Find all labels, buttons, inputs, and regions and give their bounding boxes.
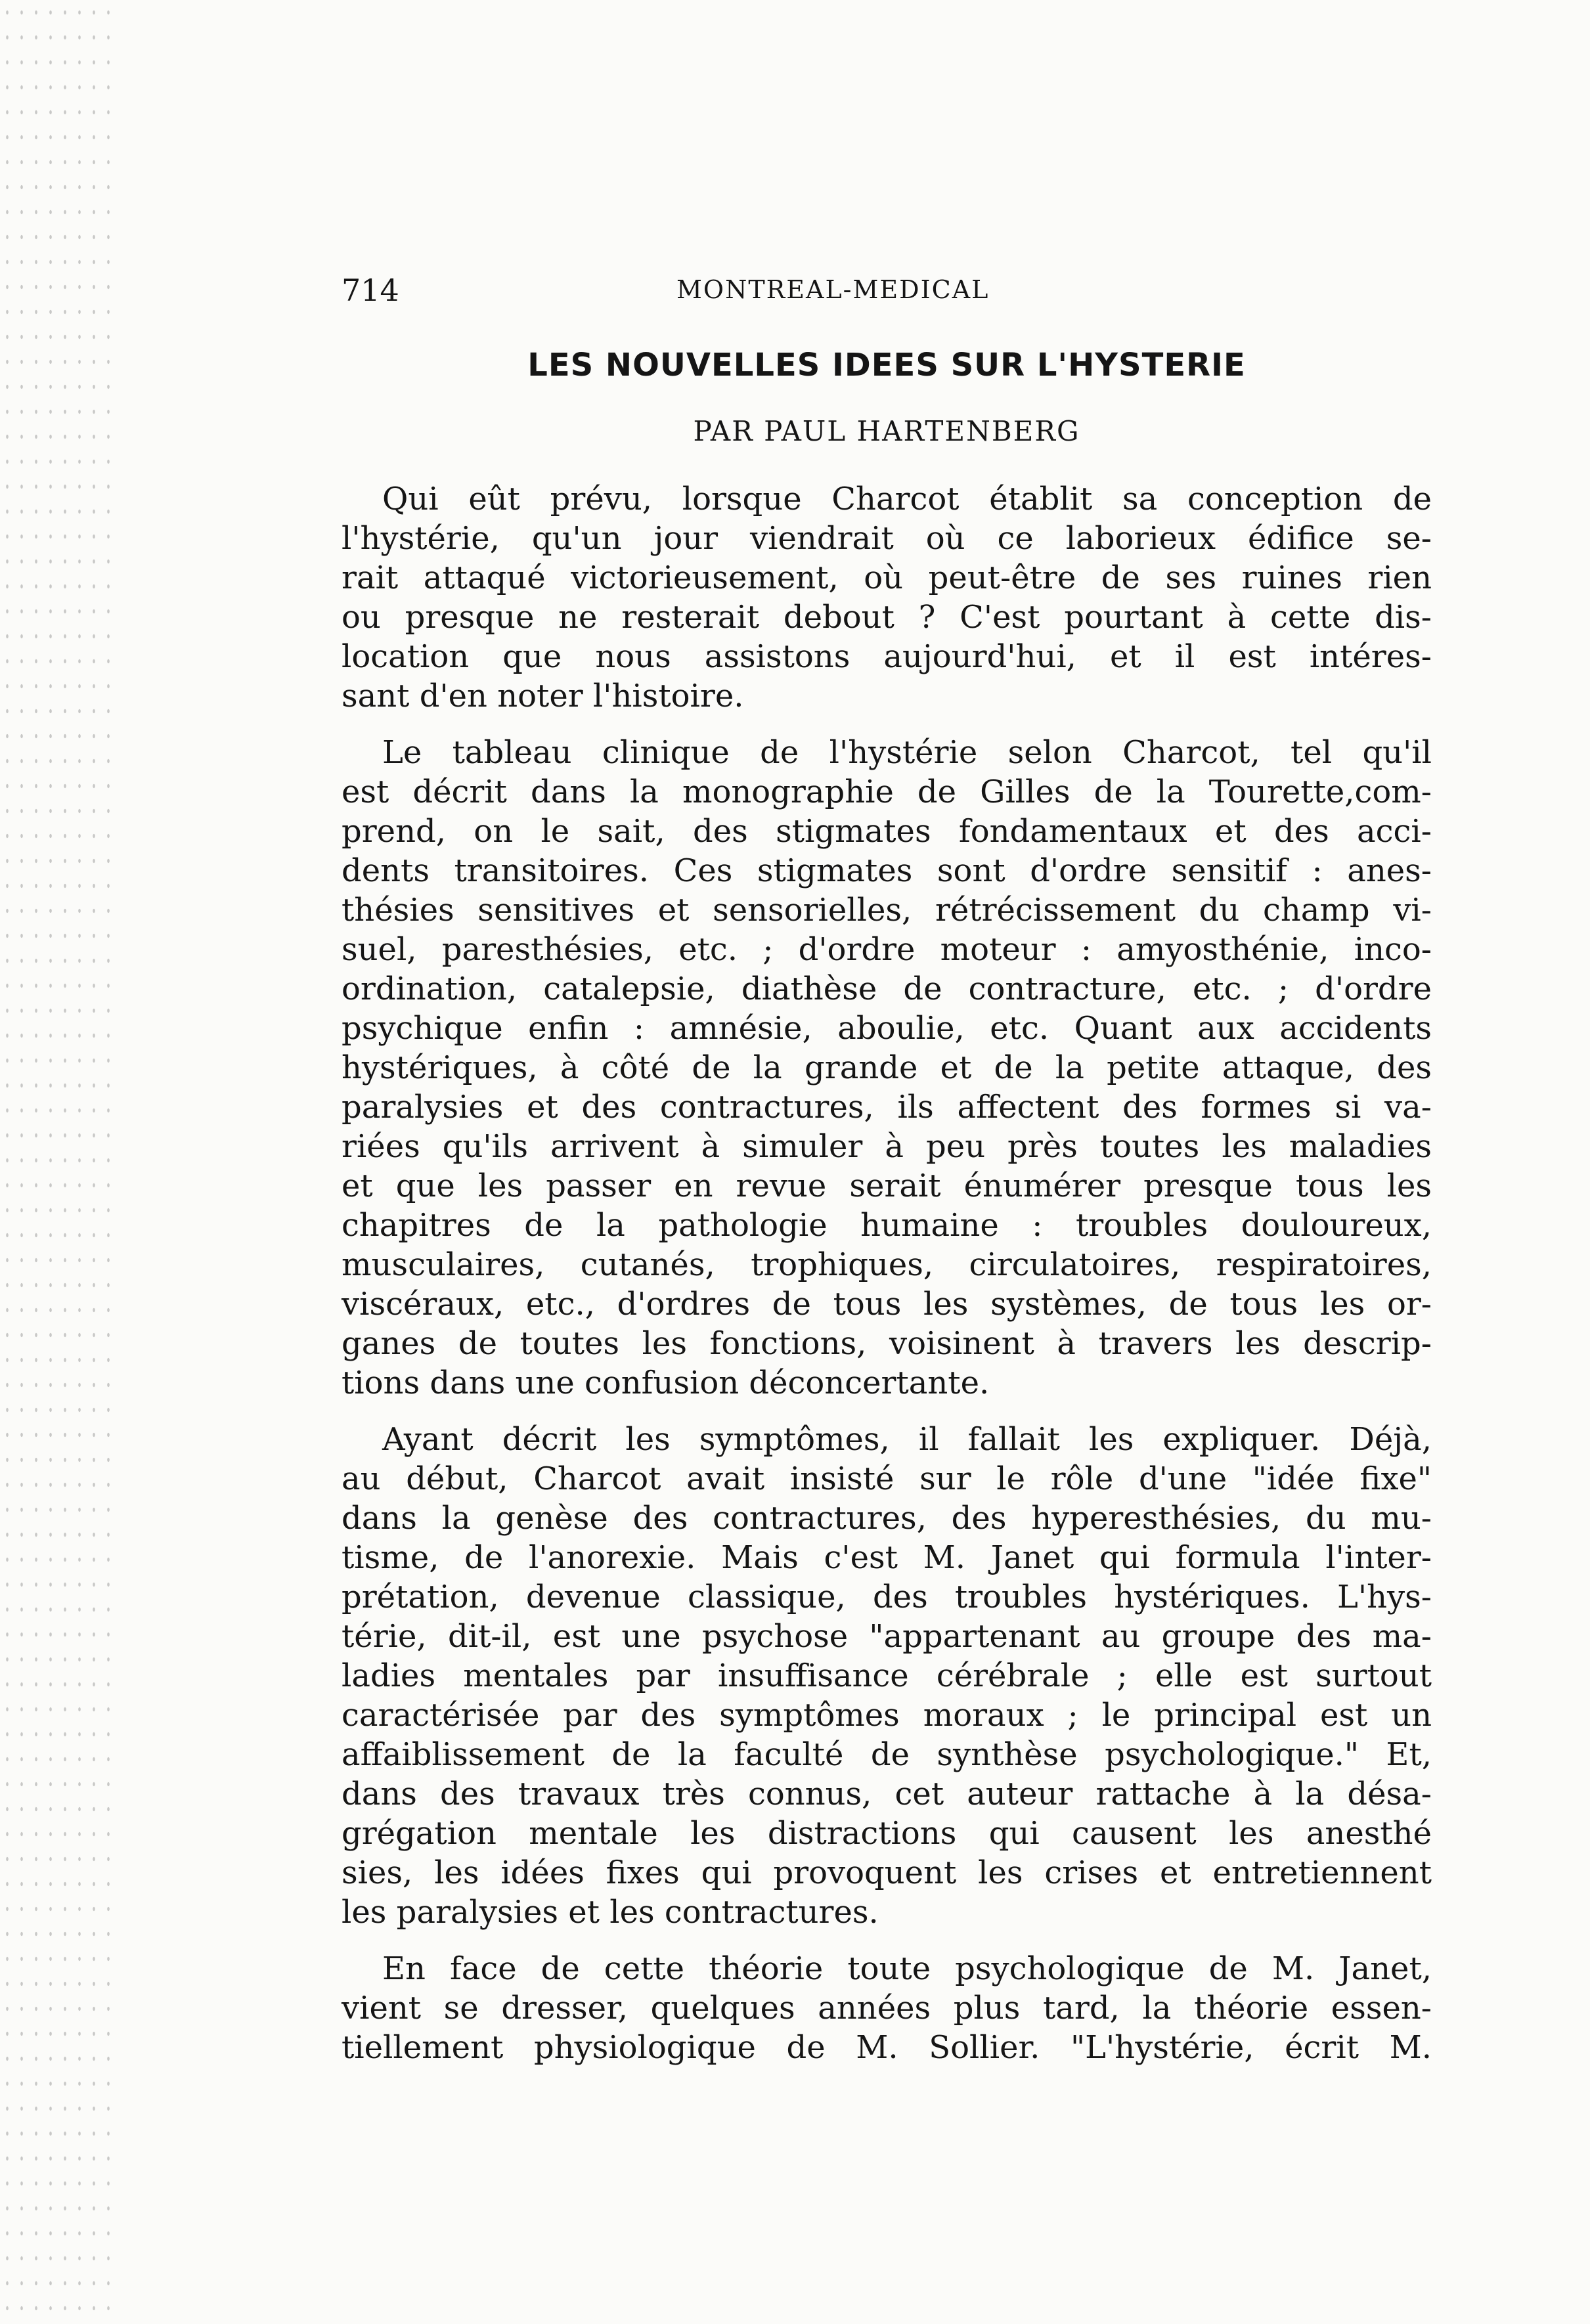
text-line: l'hystérie, qu'un jour viendrait où ce laborieux édifice se-	[342, 520, 1432, 557]
text-line: vient se dresser, quelques années plus tard, la théorie essen-	[342, 1990, 1432, 2027]
text-line: rait attaqué victorieusement, où peut-être de ses ruines rien	[342, 559, 1432, 596]
text-line: dents transitoires. Ces stigmates sont d'ordre sensitif : anes-	[342, 852, 1432, 889]
text-line: sant d'en noter l'histoire.	[342, 678, 744, 714]
text-line: les paralysies et les contractures.	[342, 1894, 879, 1931]
text-line: suel, paresthésies, etc. ; d'ordre moteur : amyosthénie, inco-	[342, 931, 1432, 968]
text-line: caractérisée par des symptômes moraux ; le principal est un	[342, 1697, 1432, 1734]
article-body	[342, 479, 1432, 2084]
paragraph	[342, 1420, 1432, 1932]
paragraph	[342, 733, 1432, 1403]
text-line: location que nous assistons aujourd'hui, et il est intéres-	[342, 638, 1432, 675]
paragraph	[342, 1949, 1432, 2067]
text-line: est décrit dans la monographie de Gilles de la Tourette,com-	[342, 774, 1432, 810]
text-line: riées qu'ils arrivent à simuler à peu près toutes les maladies	[342, 1128, 1432, 1165]
text-line: tisme, de l'anorexie. Mais c'est M. Janet qui formula l'inter-	[342, 1539, 1432, 1576]
text-line: affaiblissement de la faculté de synthèse psychologique." Et,	[342, 1736, 1432, 1773]
text-line: prétation, devenue classique, des troubles hystériques. L'hys-	[342, 1579, 1432, 1615]
text-line: dans des travaux très connus, cet auteur rattache à la désa-	[342, 1776, 1432, 1812]
text-line: Qui eût prévu, lorsque Charcot établit sa conception de	[382, 481, 1432, 517]
text-line: tiellement physiologique de M. Sollier. "L'hystérie, écrit M.	[342, 2029, 1432, 2066]
text-line: viscéraux, etc., d'ordres de tous les systèmes, de tous les or-	[342, 1286, 1432, 1323]
article-author: PAR PAUL HARTENBERG	[693, 415, 1080, 447]
text-line: ordination, catalepsie, diathèse de contracture, etc. ; d'ordre	[342, 971, 1432, 1007]
text-line: paralysies et des contractures, ils affectent des formes si va-	[342, 1089, 1432, 1126]
text-line: prend, on le sait, des stigmates fondamentaux et des acci-	[342, 813, 1432, 850]
binding-edge-noise	[0, 0, 112, 2324]
text-line: hystériques, à côté de la grande et de la petite attaque, des	[342, 1049, 1432, 1086]
text-line: Ayant décrit les symptômes, il fallait les expliquer. Déjà,	[382, 1421, 1432, 1458]
running-head: MONTREAL-MEDICAL	[676, 275, 990, 304]
paragraph	[342, 479, 1432, 716]
text-line: ganes de toutes les fonctions, voisinent à travers les descrip-	[342, 1325, 1432, 1362]
text-line: grégation mentale les distractions qui causent les anesthé	[342, 1815, 1432, 1852]
text-line: sies, les idées fixes qui provoquent les crises et entretiennent	[342, 1854, 1432, 1891]
text-line: En face de cette théorie toute psychologique de M. Janet,	[382, 1950, 1432, 1987]
text-line: thésies sensitives et sensorielles, rétrécissement du champ vi-	[342, 892, 1432, 929]
text-line: ou presque ne resterait debout ? C'est pourtant à cette dis-	[342, 599, 1432, 636]
text-line: dans la genèse des contractures, des hyperesthésies, du mu-	[342, 1500, 1432, 1537]
page-header	[342, 273, 1432, 325]
text-line: ladies mentales par insuffisance cérébrale ; elle est surtout	[342, 1657, 1432, 1694]
text-line: psychique enfin : amnésie, aboulie, etc. Quant aux accidents	[342, 1010, 1432, 1047]
text-line: au début, Charcot avait insisté sur le rôle d'une "idée fixe"	[342, 1460, 1432, 1497]
article-title: LES NOUVELLES IDEES SUR L'HYSTERIE	[527, 347, 1246, 384]
text-line: musculaires, cutanés, trophiques, circulatoires, respiratoires,	[342, 1246, 1432, 1283]
text-line: et que les passer en revue serait énumérer presque tous les	[342, 1168, 1432, 1204]
text-line: térie, dit-il, est une psychose "appartenant au groupe des ma-	[342, 1618, 1432, 1655]
text-line: tions dans une confusion déconcertante.	[342, 1365, 990, 1401]
text-line: chapitres de la pathologie humaine : troubles douloureux,	[342, 1207, 1432, 1244]
page-number: 714	[342, 273, 399, 308]
text-line: Le tableau clinique de l'hystérie selon Charcot, tel qu'il	[382, 734, 1432, 771]
